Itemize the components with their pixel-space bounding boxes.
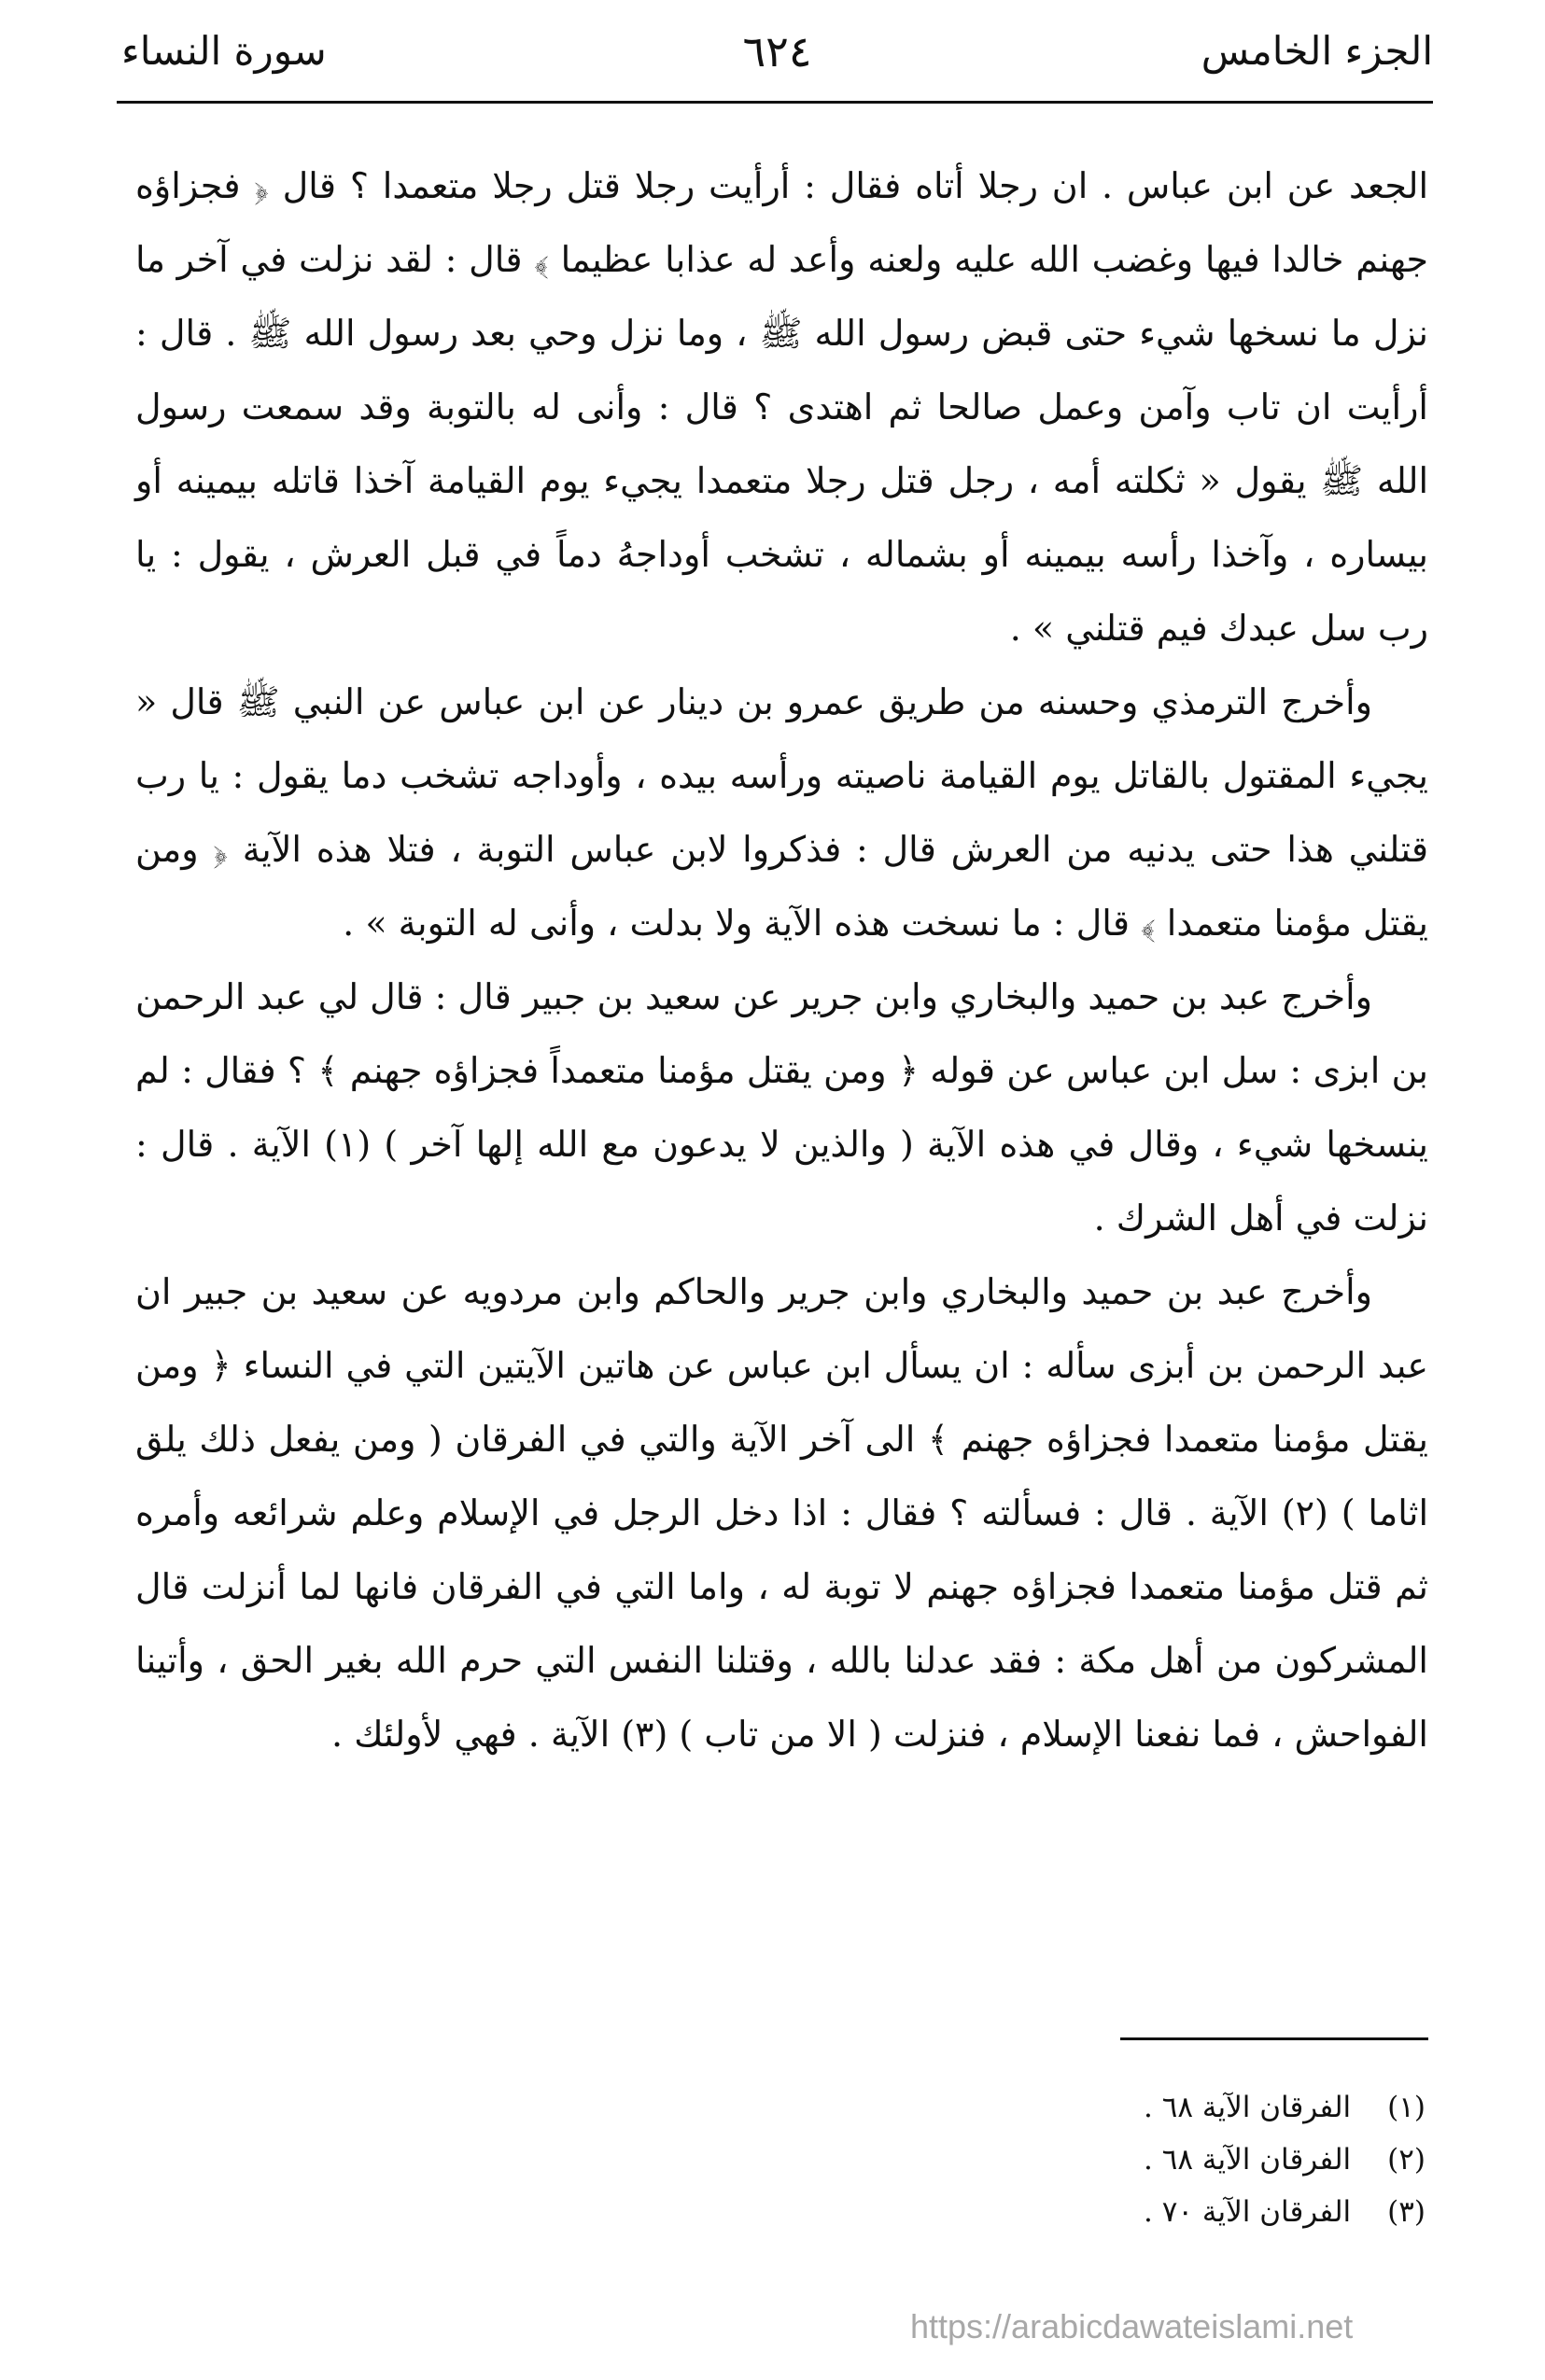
page-header (121, 19, 1433, 84)
footnote-number: (٣) (1387, 2195, 1426, 2229)
paragraph: وأخرج عبد بن حميد والبخاري وابن جرير والحاكم وابن مردويه عن سعيد بن جبير ان عبد الرحمن بن أبزى سأله : ان يسأل ابن عباس عن هاتين الآيتين التي في النساء ﴿ ومن يقتل مؤمنا متعمدا فجزاؤه جهنم ﴾ الى آخر الآية والتي في الفرقان ( ومن يفعل ذلك يلق اثاما ) (٢) الآية . قال : فسألته ؟ فقال : اذا دخل الرجل في الإسلام وعلم شرائعه وأمره ثم قتل مؤمنا متعمدا فجزاؤه جهنم لا توبة له ، واما التي في الفرقان فانها لما أنزلت قال المشركون من أهل مكة : فقد عدلنا بالله ، وقتلنا النفس التي حرم الله بغير الحق ، وأتينا الفواحش ، فما نفعنا الإسلام ، فنزلت ( الا من تاب ) (٣) الآية . فهي لأولئك . (135, 1271, 1428, 1755)
surah-title: سورة النساء (121, 28, 327, 74)
paragraph: وأخرج عبد بن حميد والبخاري وابن جرير عن سعيد بن جبير قال : قال لي عبد الرحمن بن ابزى : سل ابن عباس عن قوله ﴿ ومن يقتل مؤمنا متعمداً فجزاؤه جهنم ﴾ ؟ فقال : لم ينسخها شيء ، وقال في هذه الآية ( والذين لا يدعون مع الله إلها آخر ) (١) الآية . قال : نزلت في أهل الشرك . (135, 976, 1428, 1239)
footnote-text: الفرقان الآية ٦٨ . (1143, 2143, 1352, 2177)
footnote (1144, 2134, 1426, 2186)
footnote-text: الفرقان الآية ٧٠ . (1143, 2195, 1352, 2229)
header-divider (117, 101, 1433, 104)
footnote (1144, 2186, 1426, 2238)
paragraph: وأخرج الترمذي وحسنه من طريق عمرو بن دينار عن ابن عباس عن النبي ﷺ قال « يجيء المقتول بالقاتل يوم القيامة ناصيته ورأسه بيده ، وأوداجه تشخب دما يقول : يا رب قتلني هذا حتى يدنيه من العرش قال : فذكروا لابن عباس التوبة ، فتلا هذه الآية ﴿ ومن يقتل مؤمنا متعمدا ﴾ قال : ما نسخت هذه الآية ولا بدلت ، وأنى له التوبة » . (135, 681, 1428, 944)
footnote-text: الفرقان الآية ٦٨ . (1143, 2091, 1352, 2124)
footnote-number: (٢) (1387, 2143, 1426, 2177)
footnotes (1144, 2081, 1426, 2238)
paragraph: الجعد عن ابن عباس . ان رجلا أتاه فقال : أرأيت رجلا قتل رجلا متعمدا ؟ قال ﴿ فجزاؤه جهنم خالدا فيها وغضب الله عليه ولعنه وأعد له عذابا عظيما ﴾ قال : لقد نزلت في آخر ما نزل ما نسخها شيء حتى قبض رسول الله ﷺ ، وما نزل وحي بعد رسول الله ﷺ . قال : أرأيت ان تاب وآمن وعمل صالحا ثم اهتدى ؟ قال : وأنى له بالتوبة وقد سمعت رسول الله ﷺ يقول « ثكلته أمه ، رجل قتل رجلا متعمدا يجيء يوم القيامة آخذا قاتله بيمينه أو بيساره ، وآخذا رأسه بيمينه أو بشماله ، تشخب أوداجهُ دماً في قبل العرش ، يقول : يا رب سل عبدك فيم قتلني » . (135, 165, 1428, 649)
page-number: ٦٢٤ (742, 26, 812, 77)
main-text (135, 149, 1428, 1771)
footnote (1144, 2081, 1426, 2134)
footnote-number: (١) (1387, 2091, 1426, 2124)
watermark-url: https://arabicdawateislami.net (910, 2307, 1354, 2345)
footnote-divider (1120, 2037, 1428, 2040)
part-title: الجزء الخامس (1201, 28, 1433, 74)
